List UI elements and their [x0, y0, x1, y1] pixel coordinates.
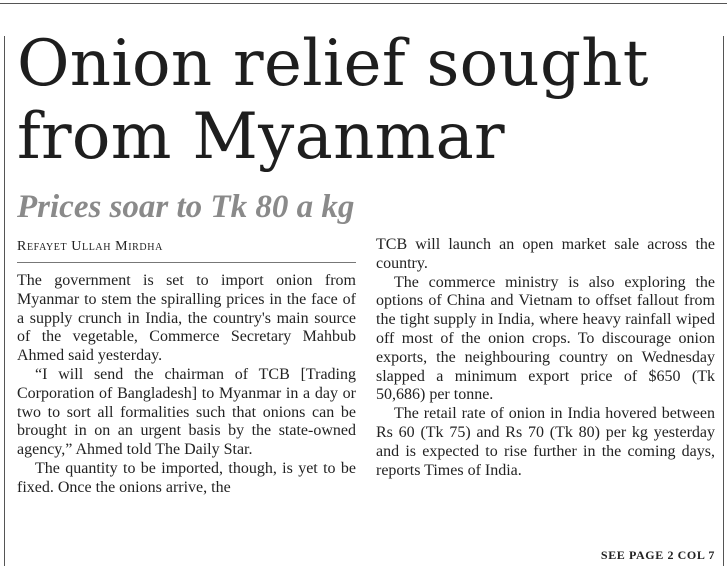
paragraph: TCB will launch an open market sale across the country. — [376, 236, 715, 272]
right-border-rule — [723, 36, 724, 566]
headline: Onion relief sought from Myanmar — [17, 27, 649, 174]
byline: Refayet Ullah Mirdha — [17, 239, 163, 254]
left-border-rule — [4, 36, 5, 566]
paragraph: The retail rate of onion in India hovered between Rs 60 (Tk 75) and Rs 70 (Tk 80) per kg yesterday and is expected to rise further in the coming days, reports Times of India. — [376, 405, 715, 479]
continuation-note: SEE PAGE 2 COL 7 — [600, 548, 715, 562]
paragraph: The commerce ministry is also exploring the options of China and Vietnam to offset fallout from the tight supply in India, where heavy rainfall wiped off most of the onion crops. To discourage onion exports, the neighbouring country on Wednesday slapped a minimum export price of $650 (Tk 50,686) per tonne. — [376, 273, 715, 404]
article-column-1 — [17, 272, 356, 498]
top-rule — [0, 3, 727, 4]
byline-rule — [17, 262, 356, 263]
paragraph: The quantity to be imported, though, is yet to be fixed. Once the onions arrive, the — [17, 459, 356, 496]
paragraph: “I will send the chairman of TCB [Trading Corporation of Bangladesh] to Myanmar in a day or two to sort all formalities such that onions can be brought in on an urgent basis by the state-owned agency,” Ahmed told The Daily Star. — [17, 365, 356, 459]
subheadline: Prices soar to Tk 80 a kg — [17, 189, 355, 225]
article-column-2 — [376, 236, 715, 480]
paragraph: The government is set to import onion from Myanmar to stem the spiralling prices in the face of a supply crunch in India, the country's main source of the vegetable, Commerce Secretary Mahbub Ahmed said yesterday. — [17, 272, 356, 365]
